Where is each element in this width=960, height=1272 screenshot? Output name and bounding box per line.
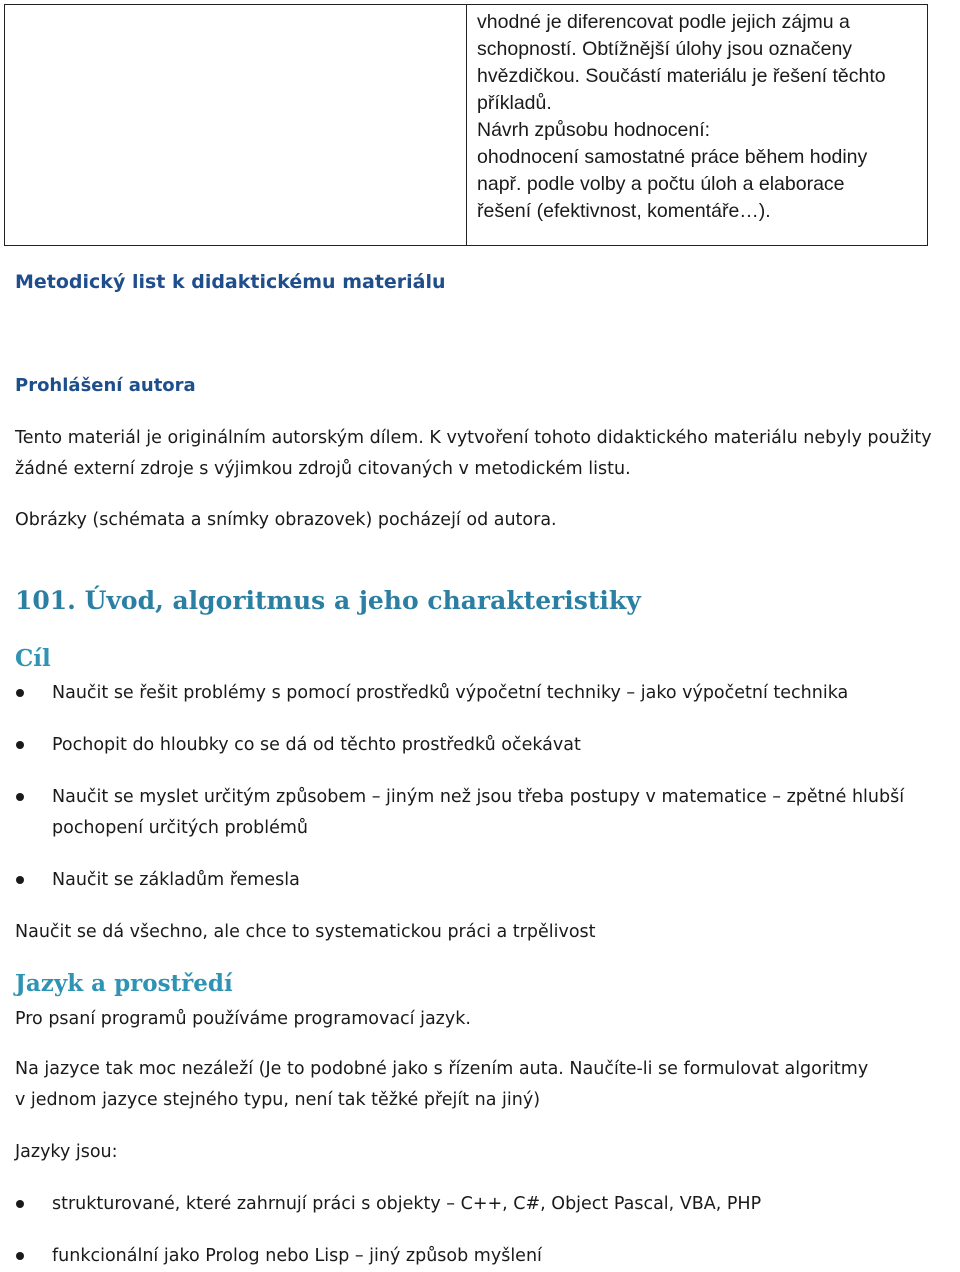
list-item-text: Naučit se základům řemesla <box>52 870 300 890</box>
jazyk-paragraph-2 <box>15 1054 868 1116</box>
table-line: schopností. Obtížnější úlohy jsou označeny <box>477 38 853 60</box>
text-line: Na jazyce tak moc nezáleží (Je to podobné jako s řízením auta. Naučíte-li se formulovat algoritmy <box>15 1059 869 1079</box>
list-item-text: Naučit se řešit problémy s pomocí prostředků výpočetní techniky – jako výpočetní technika <box>52 683 849 703</box>
continuation-table <box>4 4 928 246</box>
table-line: hvězdičkou. Součástí materiálu je řešení těchto <box>477 65 886 87</box>
list-item <box>0 1241 761 1272</box>
list-item-text: pochopení určitých problémů <box>52 818 309 838</box>
prohlaseni-paragraph <box>15 423 932 485</box>
bullet-icon <box>16 741 24 749</box>
text-line: žádné externí zdroje s výjimkou zdrojů citovaných v metodickém listu. <box>15 459 631 479</box>
chapter-title: 101. Úvod, algoritmus a jeho charakteristiky <box>15 586 641 615</box>
list-item <box>0 678 904 709</box>
cil-heading: Cíl <box>15 645 51 672</box>
table-line: ohodnocení samostatné práce během hodiny <box>477 146 868 168</box>
list-item-text: Pochopit do hloubky co se dá od těchto prostředků očekávat <box>52 735 581 755</box>
table-right-cell <box>467 5 927 245</box>
table-left-cell <box>5 5 467 245</box>
table-line: Návrh způsobu hodnocení: <box>477 119 711 141</box>
table-line: např. podle volby a počtu úloh a elaborace <box>477 173 845 195</box>
list-item <box>0 730 904 761</box>
jazyky-list <box>0 1189 761 1272</box>
list-item-text: Naučit se myslet určitým způsobem – jiným než jsou třeba postupy v matematice – zpětné hlubší <box>52 787 905 807</box>
text-line: Tento materiál je originálním autorským dílem. K vytvoření tohoto didaktického materiálu nebyly použity <box>15 428 932 448</box>
list-item-text: funkcionální jako Prolog nebo Lisp – jiný způsob myšlení <box>52 1246 542 1266</box>
list-item <box>0 782 904 844</box>
list-item <box>0 865 904 896</box>
list-item-text: strukturované, které zahrnují práci s objekty – C++, C#, Object Pascal, VBA, PHP <box>52 1194 762 1214</box>
cil-note: Naučit se dá všechno, ale chce to systematickou práci a trpělivost <box>15 922 596 942</box>
obrazky-paragraph: Obrázky (schémata a snímky obrazovek) pocházejí od autora. <box>15 510 557 530</box>
table-line: příkladů. <box>477 92 552 114</box>
jazyky-label: Jazyky jsou: <box>15 1142 118 1162</box>
jazyk-paragraph-1: Pro psaní programů používáme programovací jazyk. <box>15 1009 471 1029</box>
prohlaseni-heading: Prohlášení autora <box>15 375 196 396</box>
bullet-icon <box>16 793 24 801</box>
bullet-icon <box>16 1200 24 1208</box>
jazyk-heading: Jazyk a prostředí <box>15 970 233 997</box>
text-line: v jednom jazyce stejného typu, není tak těžké přejít na jiný) <box>15 1090 541 1110</box>
table-line: řešení (efektivnost, komentáře…). <box>477 200 771 222</box>
metodicky-list-heading: Metodický list k didaktickému materiálu <box>15 271 446 293</box>
cil-list <box>0 678 904 896</box>
list-item <box>0 1189 761 1220</box>
bullet-icon <box>16 876 24 884</box>
bullet-icon <box>16 689 24 697</box>
table-line: vhodné je diferencovat podle jejich zájmu a <box>477 11 850 33</box>
bullet-icon <box>16 1252 24 1260</box>
